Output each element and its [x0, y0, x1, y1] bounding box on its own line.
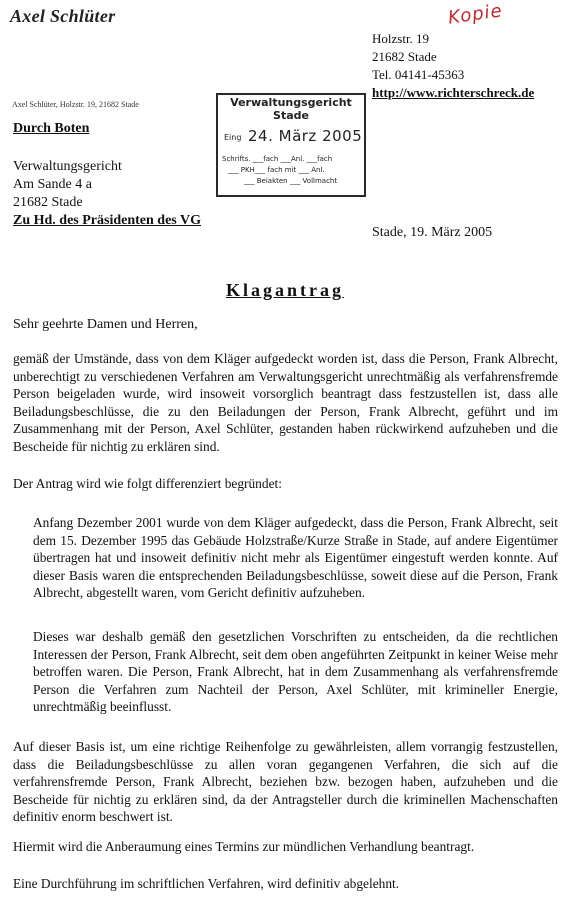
body-paragraph: Auf dieser Basis ist, um eine richtige Reihenfolge zu gewährleisten, allem vorrangig festzustellen, dass die Beiladungsbeschlüsse zu allen voran gegangenen Verfahren, die sich auf die verfahrensfremde Person, Frank Albrecht, beziehen bzw. bezogen haben, aufzuheben und die Bescheide für nichtig zu erklären sind, da der Antragsteller durch die kriminellen Machenschaften definitiv enorm beschwert ist.: [13, 739, 558, 825]
sender-street: Holzstr. 19: [372, 31, 430, 46]
stamp-eing-label: Eing: [224, 133, 242, 142]
stamp-subtitle: Stade: [273, 109, 309, 122]
body-paragraph: Eine Durchführung im schriftlichen Verfahren, wird definitiv abgelehnt.: [13, 876, 400, 891]
document-title: Klagantrag: [226, 280, 344, 300]
sender-city: 21682 Stade: [372, 49, 437, 64]
return-address-line: Axel Schlüter, Holzstr. 19, 21682 Stade: [12, 100, 139, 109]
kopie-stamp: Kopie: [446, 0, 504, 29]
recipient-attention: Zu Hd. des Präsidenten des VG: [13, 213, 201, 228]
recipient-line: Am Sande 4 a: [13, 177, 92, 192]
body-paragraph-indented: Dieses war deshalb gemäß den gesetzlichen Vorschriften zu entscheiden, da die rechtlichen Interessen der Person, Frank Albrecht, seit dem oben angeführten Zeitpunkt in keiner Weise mehr betroffen waren. Die Person, Frank Albrecht, hat in dem Zusammenhang als verfahrensfremde Person die Verfahren zum Nachteil der Person, Axel Schlüter, mit krimineller Energie, unrechtmäßig beeinflusst.: [33, 629, 558, 715]
delivery-method: Durch Boten: [13, 121, 90, 136]
sender-phone: Tel. 04141-45363: [372, 67, 465, 82]
recipient-line: Verwaltungsgericht: [13, 159, 122, 174]
body-paragraph: Hiermit wird die Anberaumung eines Termins zur mündlichen Verhandlung beantragt.: [13, 839, 475, 854]
body-paragraph: Der Antrag wird wie folgt differenziert begründet:: [13, 476, 282, 491]
sender-url[interactable]: http://www.richterschreck.de: [372, 85, 535, 100]
stamp-row-3: ___ Beiakten ___ Vollmacht: [244, 177, 338, 185]
stamp-row-2: ___ PKH___ fach mit ___ Anl.: [228, 166, 325, 174]
recipient-address: [13, 158, 201, 230]
salutation: Sehr geehrte Damen und Herren,: [13, 317, 198, 332]
stamp-date: 24. März 2005: [248, 127, 363, 145]
city-date: Stade, 19. März 2005: [372, 225, 493, 240]
receipt-stamp: [216, 93, 366, 197]
body-paragraph: gemäß der Umstände, dass von dem Kläger aufgedeckt worden ist, dass die Person, Frank Albrecht, unberechtigt zu verschiedenen Verfahren am Verwaltungsgericht unrechtmäßig als verfahrensfremde Person beigeladen wurde, wird insoweit vorsorglich beantragt dass festzustellen ist, dass alle Beiladungsbeschlüsse, die zu den Beiladungen der Person, Frank Albrecht, geführt und im Zusammenhang mit der Person, Axel Schlüter, gestanden haben rückwirkend aufzuheben und die Bescheide für nichtig zu erklären sind.: [13, 351, 558, 454]
stamp-title: Verwaltungsgericht: [230, 96, 352, 109]
sender-name: Axel Schlüter: [10, 6, 116, 26]
sender-address: [372, 30, 534, 102]
stamp-row-1: Schrifts. ___fach ___Anl. ___fach: [222, 155, 333, 163]
recipient-line: 21682 Stade: [13, 195, 83, 210]
body-paragraph-indented: Anfang Dezember 2001 wurde von dem Kläger aufgedeckt, dass die Person, Frank Albrecht, seit dem 15. Dezember 1995 das Gebäude Holzstraße/Kurze Straße in Stade, auf andere Eigentümer übertragen hat und insoweit definitiv nicht mehr als Eigentümer eingestuft werden konnte. Auf dieser Basis waren die entsprechenden Beiladungsbeschlüsse, soweit diese auf die Person, Frank Albrecht, abgestellt waren, vom Gericht definitiv aufzuheben.: [33, 515, 558, 601]
